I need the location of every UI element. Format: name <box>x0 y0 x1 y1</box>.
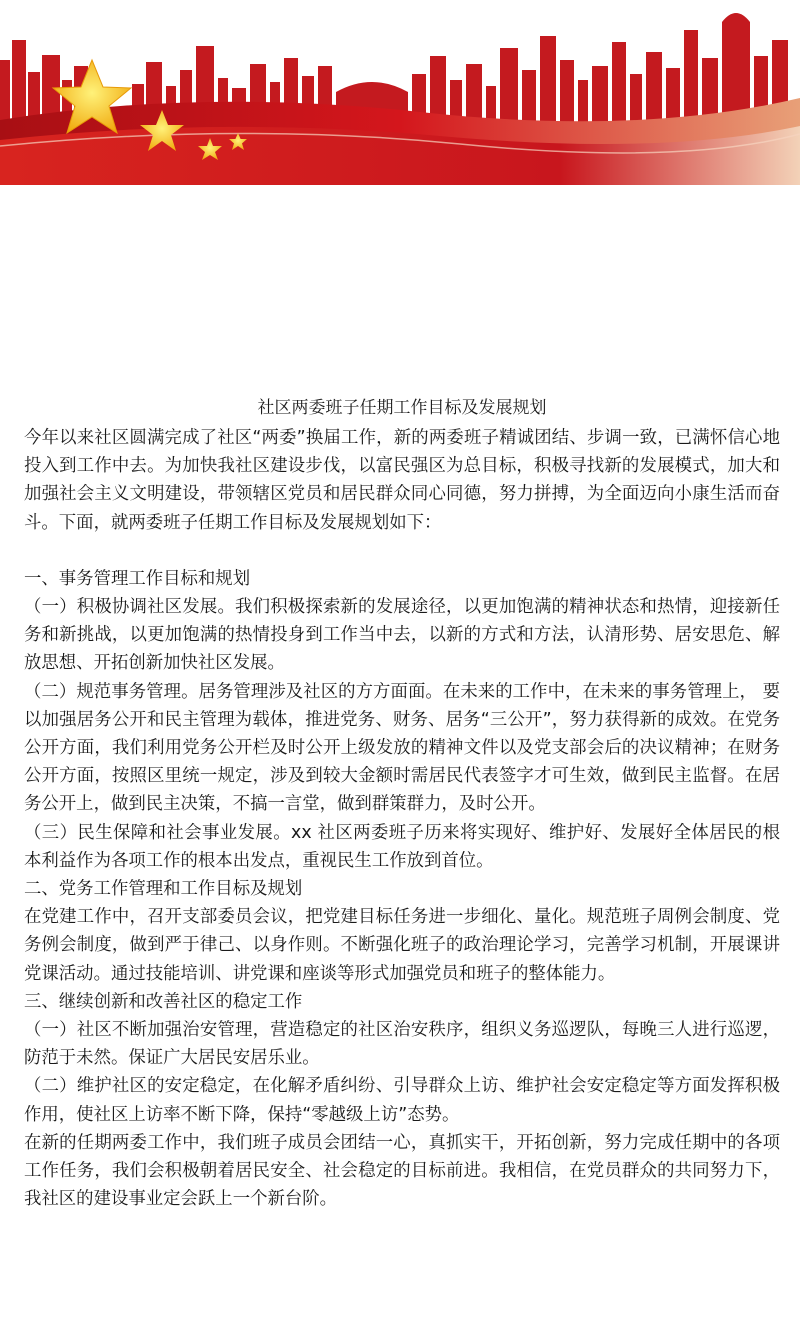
section-1-item-1: （一）积极协调社区发展。我们积极探索新的发展途径，以更加饱满的精神状态和热情，迎接新任务和新挑战，以更加饱满的热情投身到工作当中去，以新的方式和方法，认清形势、居安思危、解放思想、开拓创新加快社区发展。 <box>24 597 780 674</box>
header-banner <box>0 0 800 185</box>
section-3-heading: 三、继续创新和改善社区的稳定工作 <box>24 991 303 1012</box>
section-3-item-1: （一）社区不断加强治安管理，营造稳定的社区治安秩序，组织义务巡逻队，每晚三人进行巡逻，防范于未然。保证广大居民安居乐业。 <box>24 1020 780 1069</box>
section-1-heading: 一、事务管理工作目标和规划 <box>24 568 251 589</box>
intro-paragraph: 今年以来社区圆满完成了社区“两委”换届工作，新的两委班子精诚团结、步调一致，已满怀信心地投入到工作中去。为加快我社区建设步伐，以富民强区为总目标，积极寻找新的发展模式，加大和加强社会主义文明建设，带领辖区党员和居民群众同心同德，努力拼搏，为全面迈向小康生活而奋斗。下面，就两委班子任期工作目标及发展规划如下： <box>24 428 780 533</box>
conclusion-paragraph: 在新的任期两委工作中，我们班子成员会团结一心，真抓实干，开拓创新，努力完成任期中的各项工作任务，我们会积极朝着居民安全、社会稳定的目标前进。我相信，在党员群众的共同努力下，我社区的建设事业定会跃上一个新台阶。 <box>24 1132 780 1210</box>
document-title: 社区两委班子任期工作目标及发展规划 <box>257 398 547 418</box>
section-1-item-3: （三）民生保障和社会事业发展。xx 社区两委班子历来将实现好、维护好、发展好全体居民的根本利益作为各项工作的根本出发点，重视民生工作放到首位。 <box>24 822 780 871</box>
section-2-body: 在党建工作中，召开支部委员会议，把党建目标任务进一步细化、量化。规范班子周例会制度、党务例会制度，做到严于律己、以身作则。不断强化班子的政治理论学习，完善学习机制，开展课讲党课活动。通过技能培训、讲党课和座谈等形式加强党员和班子的整体能力。 <box>24 907 780 984</box>
section-3-item-2: （二）维护社区的安定稳定，在化解矛盾纠纷、引导群众上访、维护社会安定稳定等方面发挥积极作用，使社区上访率不断下降，保持“零越级上访”态势。 <box>24 1076 780 1125</box>
document-body <box>24 396 780 1213</box>
section-1-item-2: （二）规范事务管理。居务管理涉及社区的方方面面。在未来的工作中，在未来的事务管理上， 要以加强居务公开和民主管理为载体，推进党务、财务、居务“三公开”，努力获得新的成效。在党务公开方面，我们利用党务公开栏及时公开上级发放的精神文件以及党支部会后的决议精神；在财务公开方面，按照区里统一规定，涉及到较大金额时需居民代表签字才可生效，做到民主监督。在居务公开上，做到民主决策，不搞一言堂，做到群策群力，及时公开。 <box>24 681 780 815</box>
section-2-heading: 二、党务工作管理和工作目标及规划 <box>24 879 303 900</box>
